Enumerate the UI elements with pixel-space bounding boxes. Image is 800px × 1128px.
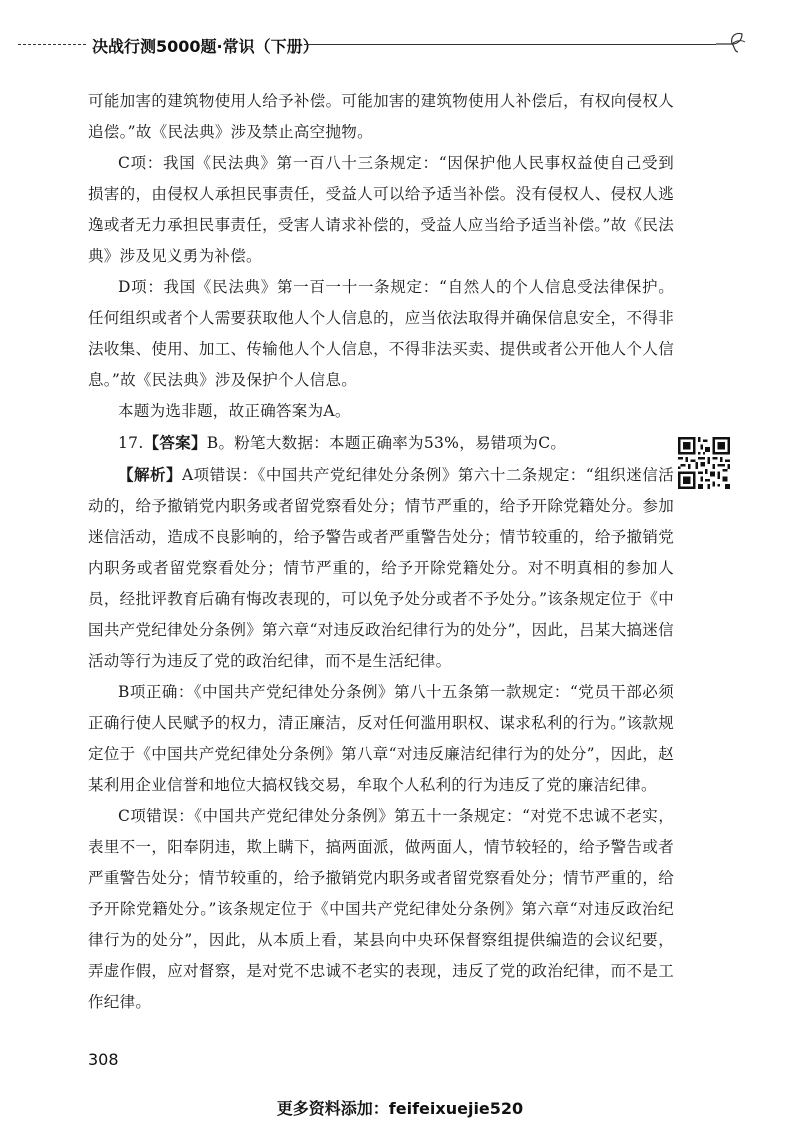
book-title: 决战行测5000题·常识（下册）: [92, 37, 319, 56]
analysis-paragraph: [88, 459, 674, 677]
header-dashed-rule: [18, 44, 86, 45]
answer-label: 【答案】: [143, 433, 207, 452]
question-number: 17.: [118, 434, 144, 452]
paragraph-option-c-analysis: C项错误：《中国共产党纪律处分条例》第五十一条规定：“对党不忠诚不老实，表里不一，阳奉阴违，欺上瞒下，搞两面派，做两面人，情节较轻的，给予警告或者严重警告处分；情节较重的，给予撤销党内职务或者留党察看处分；情节严重的，给予开除党籍处分。”该条规定位于《中国共产党纪律处分条例》第六章“对违反政治纪律行为的处分”，因此，从本质上看，某县向中央环保督察组提供编造的会议纪要，弄虚作假，应对督察，是对党不忠诚不老实的表现，违反了党的政治纪律，而不是工作纪律。: [88, 807, 674, 1011]
conclusion-line: 本题为选非题，故正确答案为A。: [118, 402, 351, 420]
analysis-text: A项错误：《中国共产党纪律处分条例》第六十二条规定：“组织迷信活动的，给予撤销党内职务或者留党察看处分；情节严重的，给予开除党籍处分。参加迷信活动，造成不良影响的，给予警告或者严重警告处分；情节较重的，给予撤销党内职务或者留党察看处分；情节严重的，给予开除党籍处分。对不明真相的参加人员，经批评教育后确有悔改表现的，可以免予处分或者不予处分。”该条规定位于《中国共产党纪律处分条例》第六章“对违反政治纪律行为的处分”，因此，吕某大搞迷信活动等行为违反了党的政治纪律，而不是生活纪律。: [88, 466, 674, 670]
footer-watermark: 更多资料添加：feifeixuejie520: [276, 1099, 524, 1118]
analysis-label: 【解析】: [118, 465, 182, 484]
qr-code-icon[interactable]: [678, 437, 730, 489]
sprout-icon: [712, 30, 748, 58]
answer-text: B。粉笔大数据：本题正确率为53%，易错项为C。: [206, 434, 567, 452]
running-header: [18, 30, 748, 60]
paragraph-option-d: D项：我国《民法典》第一百一十一条规定：“自然人的个人信息受法律保护。任何组织或者个人需要获取他人个人信息的，应当依法取得并确保信息安全，不得非法收集、使用、加工、传输他人个人信息，不得非法买卖、提供或者公开他人个人信息。”故《民法典》涉及保护个人信息。: [88, 278, 674, 389]
header-rule: [304, 44, 716, 45]
paragraph-option-c: C项：我国《民法典》第一百八十三条规定：“因保护他人民事权益使自己受到损害的，由侵权人承担民事责任，受益人可以给予适当补偿。没有侵权人、侵权人逃逸或者无力承担民事责任，受害人请求补偿的，受益人应当给予适当补偿。”故《民法典》涉及见义勇为补偿。: [88, 154, 674, 265]
page-number: 308: [88, 1050, 119, 1069]
answer-line: [88, 427, 674, 459]
page-body: [88, 86, 674, 1018]
paragraph-continuation: 可能加害的建筑物使用人给予补偿。可能加害的建筑物使用人补偿后，有权向侵权人追偿。”故《民法典》涉及禁止高空抛物。: [88, 92, 674, 141]
paragraph-option-b: B项正确：《中国共产党纪律处分条例》第八十五条第一款规定：“党员干部必须正确行使人民赋予的权力，清正廉洁，反对任何滥用职权、谋求私利的行为。”该款规定位于《中国共产党纪律处分条例》第八章“对违反廉洁纪律行为的处分”，因此，赵某利用企业信誉和地位大搞权钱交易，牟取个人私利的行为违反了党的廉洁纪律。: [88, 683, 674, 794]
